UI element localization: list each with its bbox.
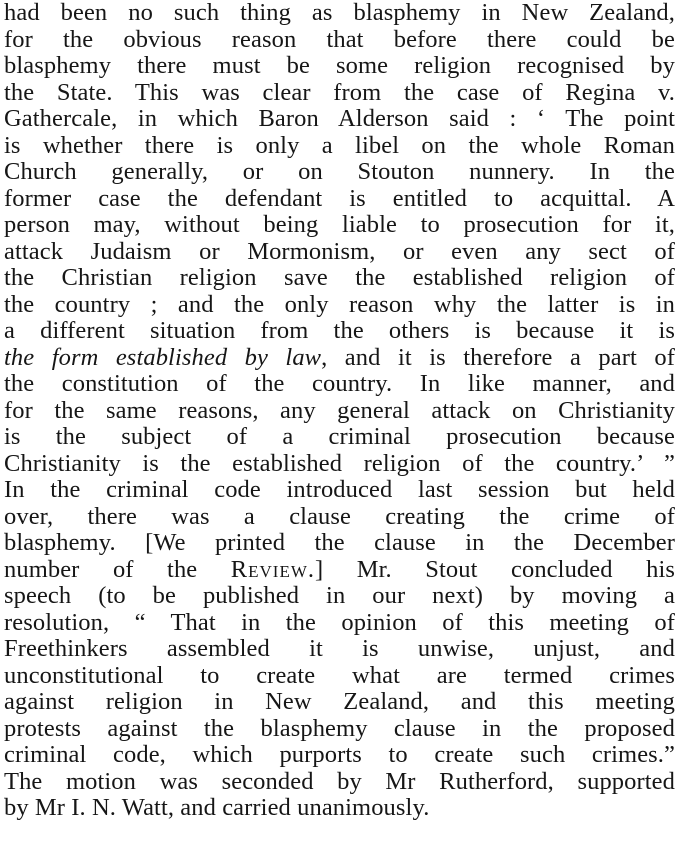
text-line	[4, 451, 675, 478]
text-run: Freethinkers assembled it is unwise, unjust, and	[4, 635, 675, 662]
text-line	[4, 239, 675, 266]
text-line	[4, 292, 675, 319]
text-line	[4, 557, 675, 584]
text-line	[4, 106, 675, 133]
text-run: against religion in New Zealand, and this meeting	[4, 688, 675, 715]
text-run: Review.	[230, 555, 315, 583]
text-run: the constitution of the country. In like manner, and	[4, 370, 675, 397]
text-run: resolution, “ That in the opinion of this meeting of	[4, 608, 675, 636]
text-line	[4, 795, 675, 822]
text-line	[4, 345, 675, 372]
text-run: person may, without being liable to prosecution for it,	[4, 211, 675, 238]
text-line	[4, 212, 675, 239]
text-line	[4, 398, 675, 425]
text-run: protests against the blasphemy clause in the proposed	[4, 714, 675, 742]
text-line	[4, 371, 675, 398]
text-line	[4, 186, 675, 213]
text-run: ] Mr. Stout concluded his	[315, 555, 675, 583]
text-run: In the criminal code introduced last session but held	[4, 476, 675, 503]
text-run: The motion was seconded by Mr Rutherford, supported	[4, 767, 675, 795]
text-run: by Mr I. N. Watt, and carried unanimously.	[4, 794, 430, 821]
text-line	[4, 610, 675, 637]
text-run: number of the	[4, 555, 231, 583]
text-line	[4, 318, 675, 345]
text-run: attack Judaism or Mormonism, or even any sect of	[4, 237, 675, 265]
text-run: unconstitutional to create what are termed crimes	[4, 661, 675, 689]
text-line	[4, 583, 675, 610]
text-run: the State. This was clear from the case of Regina v.	[4, 78, 675, 106]
text-line	[4, 265, 675, 292]
text-line	[4, 27, 675, 54]
text-line	[4, 689, 675, 716]
text-run: for the obvious reason that before there could be	[4, 25, 675, 53]
text-run: speech (to be published in our next) by moving a	[4, 582, 675, 609]
text-run: for the same reasons, any general attack on Christianity	[4, 396, 675, 424]
text-line	[4, 80, 675, 107]
text-line	[4, 716, 675, 743]
text-line	[4, 504, 675, 531]
text-run: blasphemy there must be some religion recognised by	[4, 52, 675, 79]
text-line	[4, 53, 675, 80]
text-line	[4, 0, 675, 27]
text-run: Christianity is the established religion of the country.’ ”	[4, 449, 675, 477]
text-run: former case the defendant is entitled to acquittal. A	[4, 184, 675, 212]
text-run: the country ; and the only reason why the latter is in	[4, 290, 675, 318]
text-line	[4, 742, 675, 769]
text-run: criminal code, which purports to create such crimes.”	[4, 741, 675, 768]
text-line	[4, 663, 675, 690]
text-run: blasphemy. [We printed the clause in the December	[4, 529, 675, 556]
text-line	[4, 477, 675, 504]
text-run: over, there was a clause creating the crime of	[4, 502, 675, 530]
text-line	[4, 769, 675, 796]
text-run: Gathercale, in which Baron Alderson said : ‘ The point	[4, 105, 675, 132]
text-run: , and it is therefore a part of	[321, 343, 675, 371]
text-run: had been no such thing as blasphemy in New Zealand,	[4, 0, 675, 26]
text-line	[4, 159, 675, 186]
text-run: a different situation from the others is because it is	[4, 317, 675, 344]
text-run: the form established by law	[4, 343, 322, 371]
text-line	[4, 636, 675, 663]
text-line	[4, 424, 675, 451]
text-run: is whether there is only a libel on the whole Roman	[4, 131, 675, 159]
text-run: Church generally, or on Stouton nunnery. In the	[4, 158, 675, 185]
text-run: is the subject of a criminal prosecution because	[4, 423, 675, 450]
text-line	[4, 133, 675, 160]
text-run: the Christian religion save the established religion of	[4, 264, 675, 291]
body-text	[4, 0, 675, 822]
text-line	[4, 530, 675, 557]
